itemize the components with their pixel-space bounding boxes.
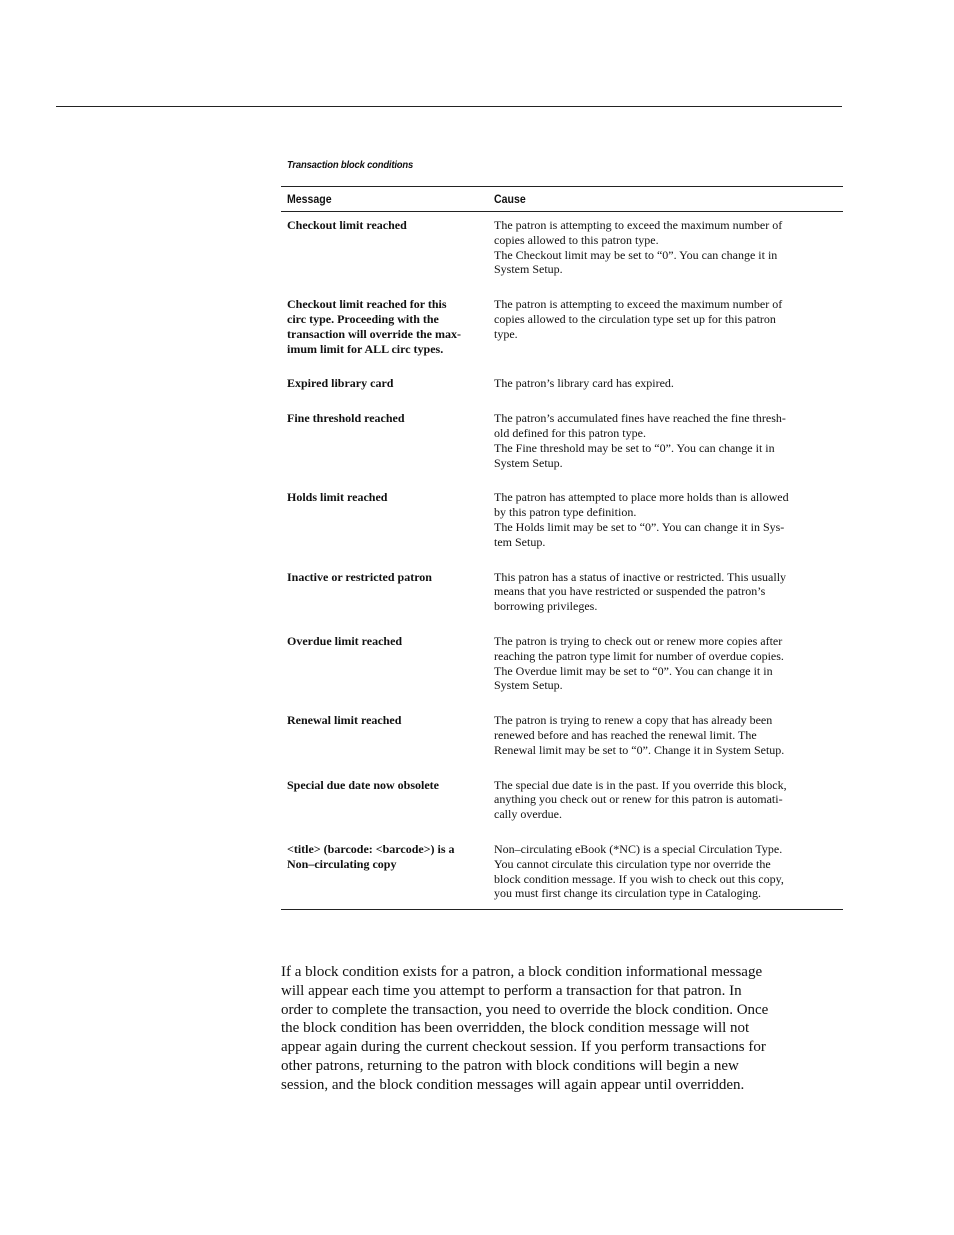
table-row: [281, 297, 843, 356]
row-message: Special due date now obsolete: [287, 777, 440, 792]
row-cause: The special due date is in the past. If you override this block, anything you check out or renew for this patron is automati- cally overdue.: [494, 777, 787, 822]
row-cause: The patron has attempted to place more holds than is allowed by this patron type definition. The Holds limit may be set to “0”. You can change it in Sys- tem Setup.: [494, 490, 789, 549]
table-row: [281, 634, 843, 693]
row-cause: The patron’s library card has expired.: [494, 376, 674, 391]
body-paragraph: If a block condition exists for a patron, a block condition informational message will appear each time you attempt to perform a transaction for that patron. In order to complete the transaction, you need to override the block condition. Once the block condition has been overridden, the block condition message will not appear again during the current checkout session. If you perform transactions for other patrons, returning to the patron with block conditions will begin a new session, and the block condition messages will again appear until overridden.: [281, 964, 769, 1093]
table-header: [281, 187, 843, 212]
table-row: [281, 778, 843, 822]
row-message: <title> (barcode: <barcode>) is a Non–circulating copy: [287, 841, 455, 871]
row-message: Holds limit reached: [287, 490, 388, 505]
block-conditions-table: [281, 186, 843, 910]
row-message: Checkout limit reached for this circ type. Proceeding with the transaction will override the max- imum limit for ALL circ types.: [287, 297, 461, 356]
table-row: [281, 376, 843, 391]
header-rule: [56, 106, 842, 107]
table-row: [281, 218, 843, 277]
row-message: Renewal limit reached: [287, 713, 402, 728]
row-cause: The patron is trying to check out or renew more copies after reaching the patron type limit for number of overdue copies. The Overdue limit may be set to “0”. You can change it in System Setup.: [494, 633, 784, 693]
row-message: Overdue limit reached: [287, 633, 403, 648]
table-row: [281, 713, 843, 757]
table-body: [281, 212, 843, 909]
row-cause: Non–circulating eBook (*NC) is a special Circulation Type. You cannot circulate this circulation type nor override the block condition message. If you wish to check out this copy, you must first change its circulation type in Cataloging.: [494, 841, 784, 901]
header-cause: Cause: [494, 192, 526, 206]
row-cause: The patron is attempting to exceed the maximum number of copies allowed to the circulation type set up for this patron type.: [494, 297, 783, 341]
row-message: Checkout limit reached: [287, 218, 407, 232]
row-message: Inactive or restricted patron: [287, 569, 432, 584]
row-cause: This patron has a status of inactive or restricted. This usually means that you have restricted or suspended the patron’s borrowing privileges.: [494, 569, 787, 614]
table-row: [281, 490, 843, 549]
table-row: [281, 411, 843, 470]
row-cause: The patron’s accumulated fines have reached the fine thresh- old defined for this patron type. The Fine threshold may be set to “0”. You can change it in System Setup.: [494, 411, 786, 470]
row-message: Fine threshold reached: [287, 411, 405, 426]
row-message: Expired library card: [287, 376, 394, 391]
header-message: Message: [287, 192, 332, 206]
table-caption: Transaction block conditions: [287, 159, 414, 171]
row-cause: The patron is trying to renew a copy that has already been renewed before and has reached the renewal limit. The Renewal limit may be set to “0”. Change it in System Setup.: [494, 713, 785, 757]
row-cause: The patron is attempting to exceed the maximum number of copies allowed to this patron type. The Checkout limit may be set to “0”. You can change it in System Setup.: [494, 218, 783, 277]
table-row: [281, 842, 843, 901]
table-row: [281, 570, 843, 614]
